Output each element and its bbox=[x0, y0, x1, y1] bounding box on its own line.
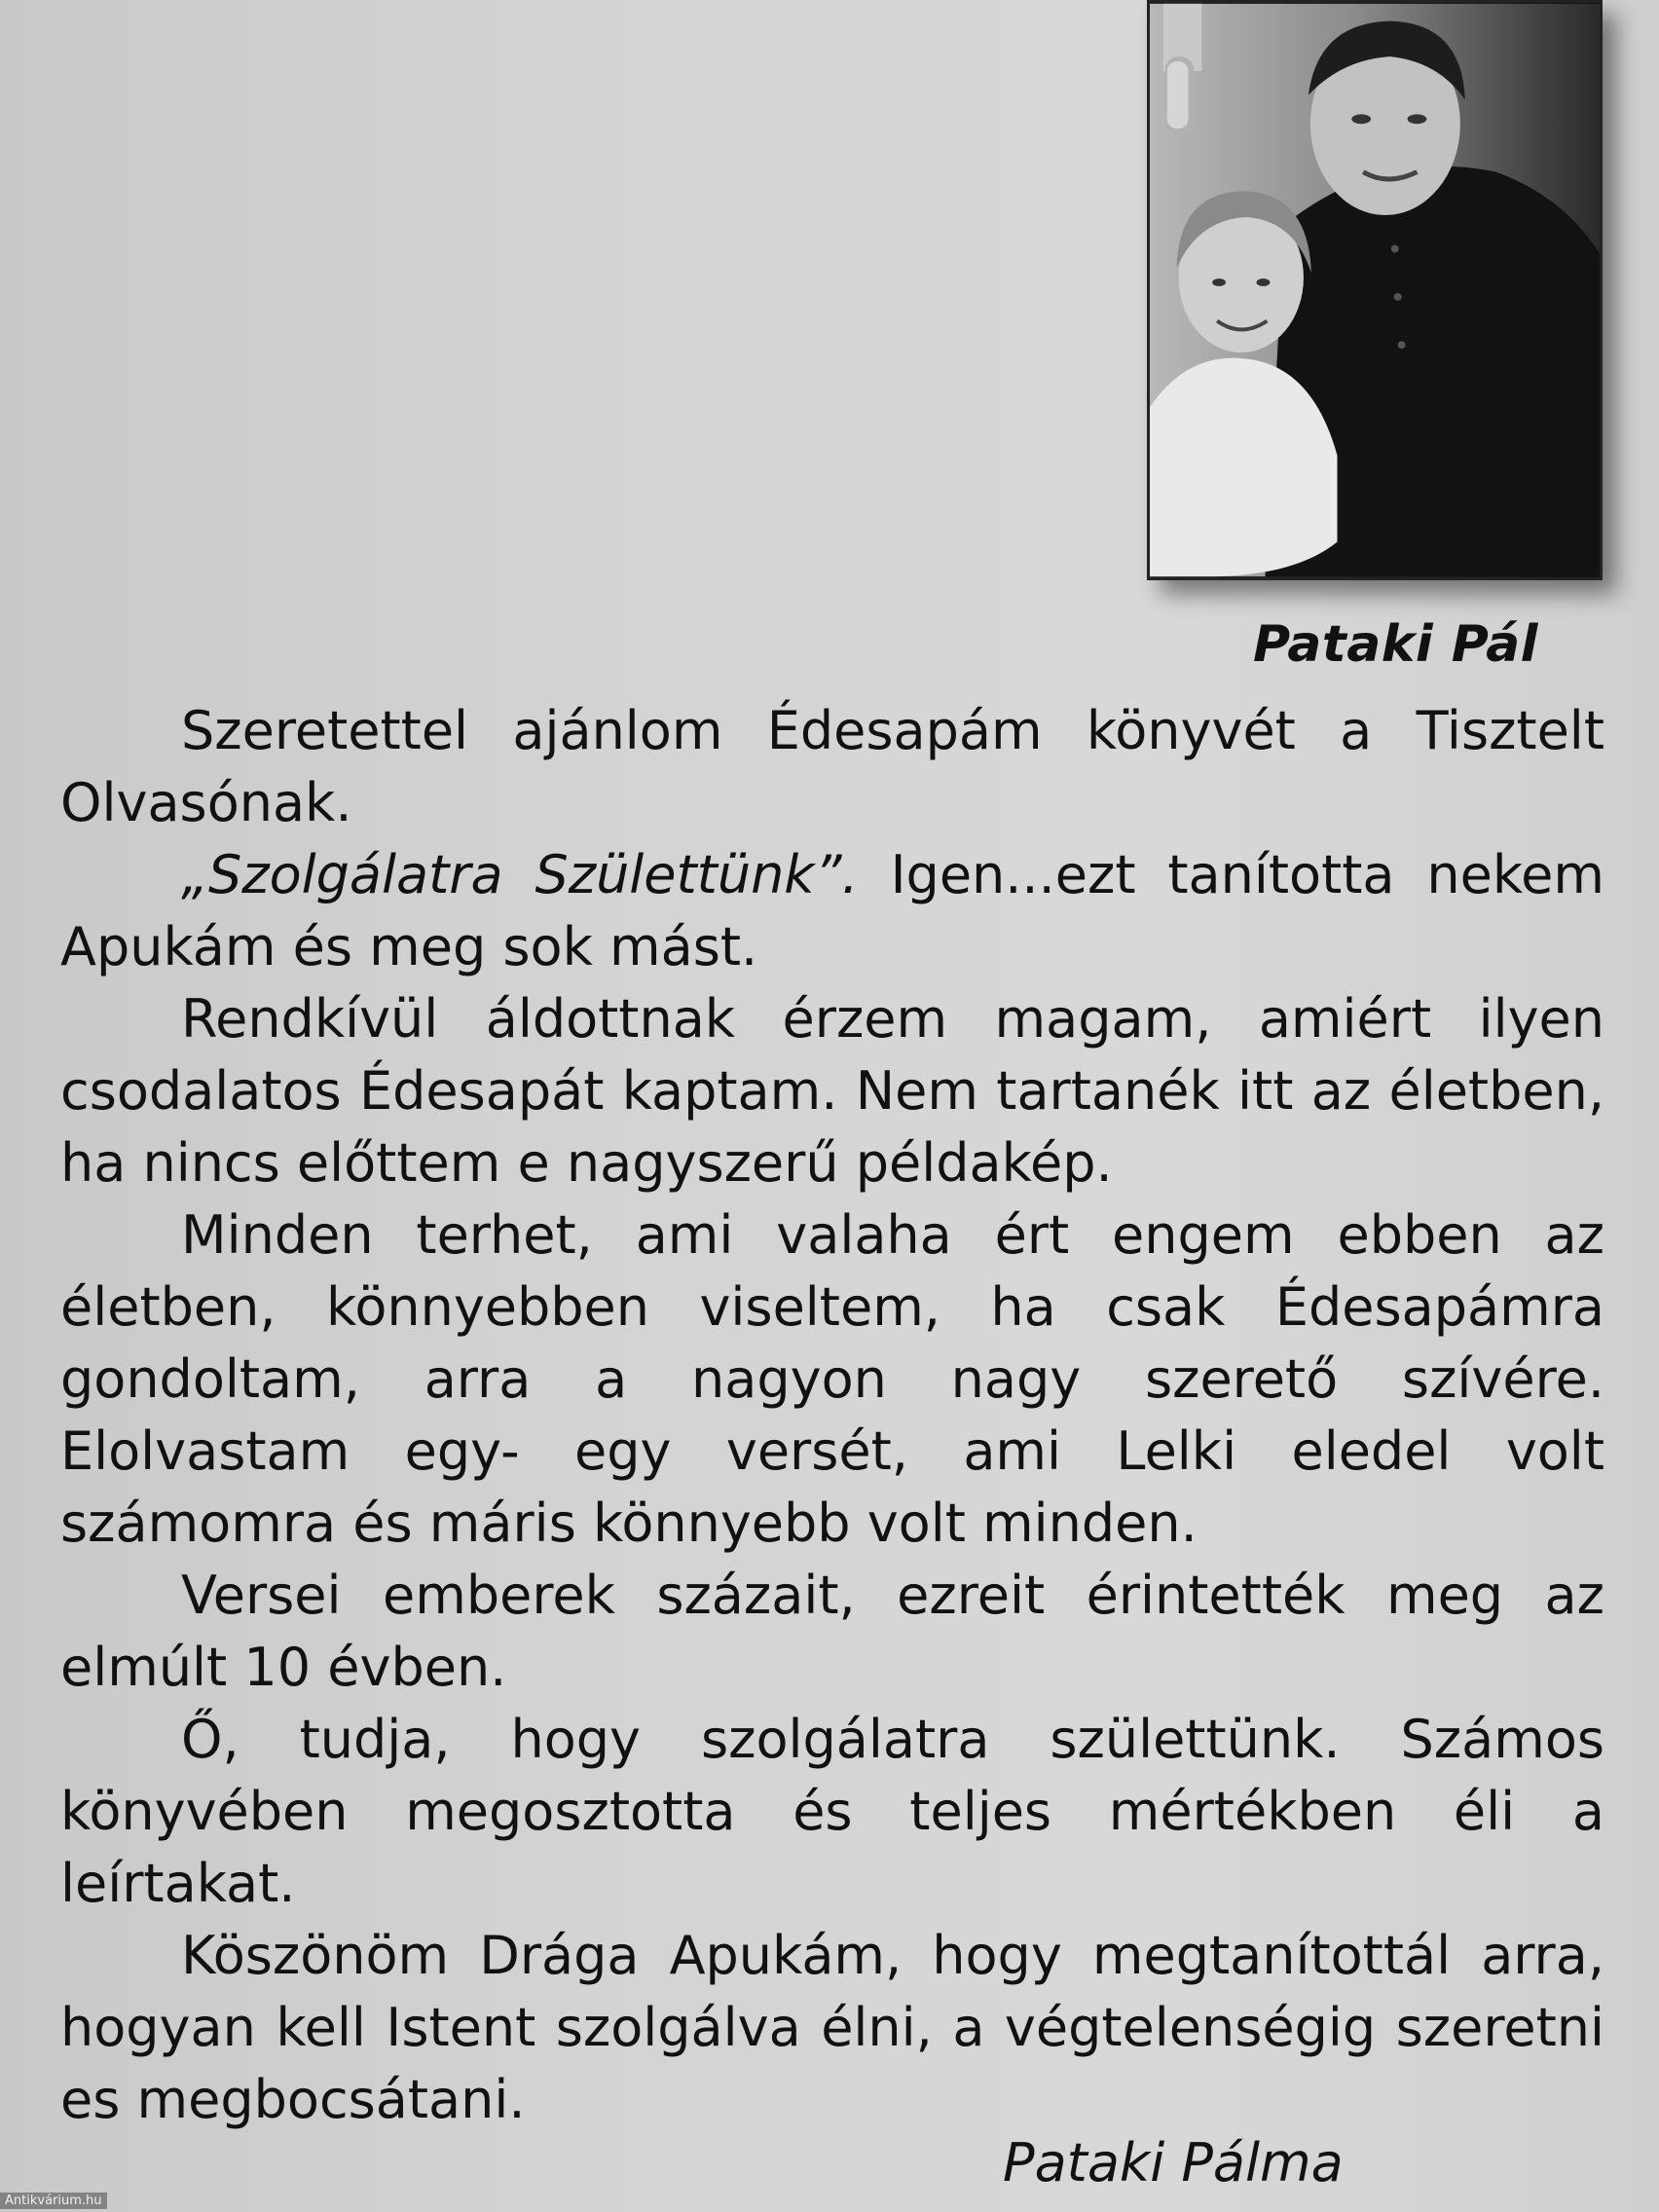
portrait-photo bbox=[1147, 0, 1603, 580]
paragraph bbox=[60, 839, 1604, 983]
paragraph: Rendkívül áldottnak érzem magam, amiért ilyen csodalatos Édesapát kaptam. Nem tartanék itt az életben, ha nincs előttem e nagyszerű példakép. bbox=[60, 988, 1604, 1194]
paragraph: Köszönöm Drága Apukám, hogy megtanítottál arra, hogyan kell Istent szolgálva élni, a végtelenségig szeretni es megbocsátani. bbox=[60, 1925, 1604, 2130]
photo-caption: Pataki Pál bbox=[1252, 615, 1538, 674]
paragraph: Minden terhet, ami valaha ért engem ebben az életben, könnyebben viseltem, ha csak Édesapámra gondoltam, arra a nagyon nagy szerető szívére. Elolvastam egy- egy versét, ami Lelki eledel volt számomra és máris könnyebb volt minden. bbox=[60, 1204, 1604, 1554]
paragraph: Versei emberek százait, ezreit érintették meg az elmúlt 10 évben. bbox=[60, 1565, 1604, 1698]
portrait-photo-icon bbox=[1150, 3, 1600, 577]
paragraph: Szeretettel ajánlom Édesapám könyvét a Tisztelt Olvasónak. bbox=[60, 700, 1604, 833]
paragraph: Ő, tudja, hogy szolgálatra születtünk. Számos könyvében megosztotta és teljes mértékben éli a leírtakat. bbox=[60, 1709, 1604, 1914]
dedication-text bbox=[60, 695, 1604, 2136]
paragraph-text: Igen...ezt tanította nekem Apukám és meg sok mást. bbox=[60, 844, 1605, 977]
book-title-quote: „Szolgálatra Születtünk”. bbox=[181, 844, 859, 905]
signature: Pataki Pálma bbox=[1003, 2132, 1344, 2194]
watermark: Antikvárium.hu bbox=[0, 2193, 107, 2209]
